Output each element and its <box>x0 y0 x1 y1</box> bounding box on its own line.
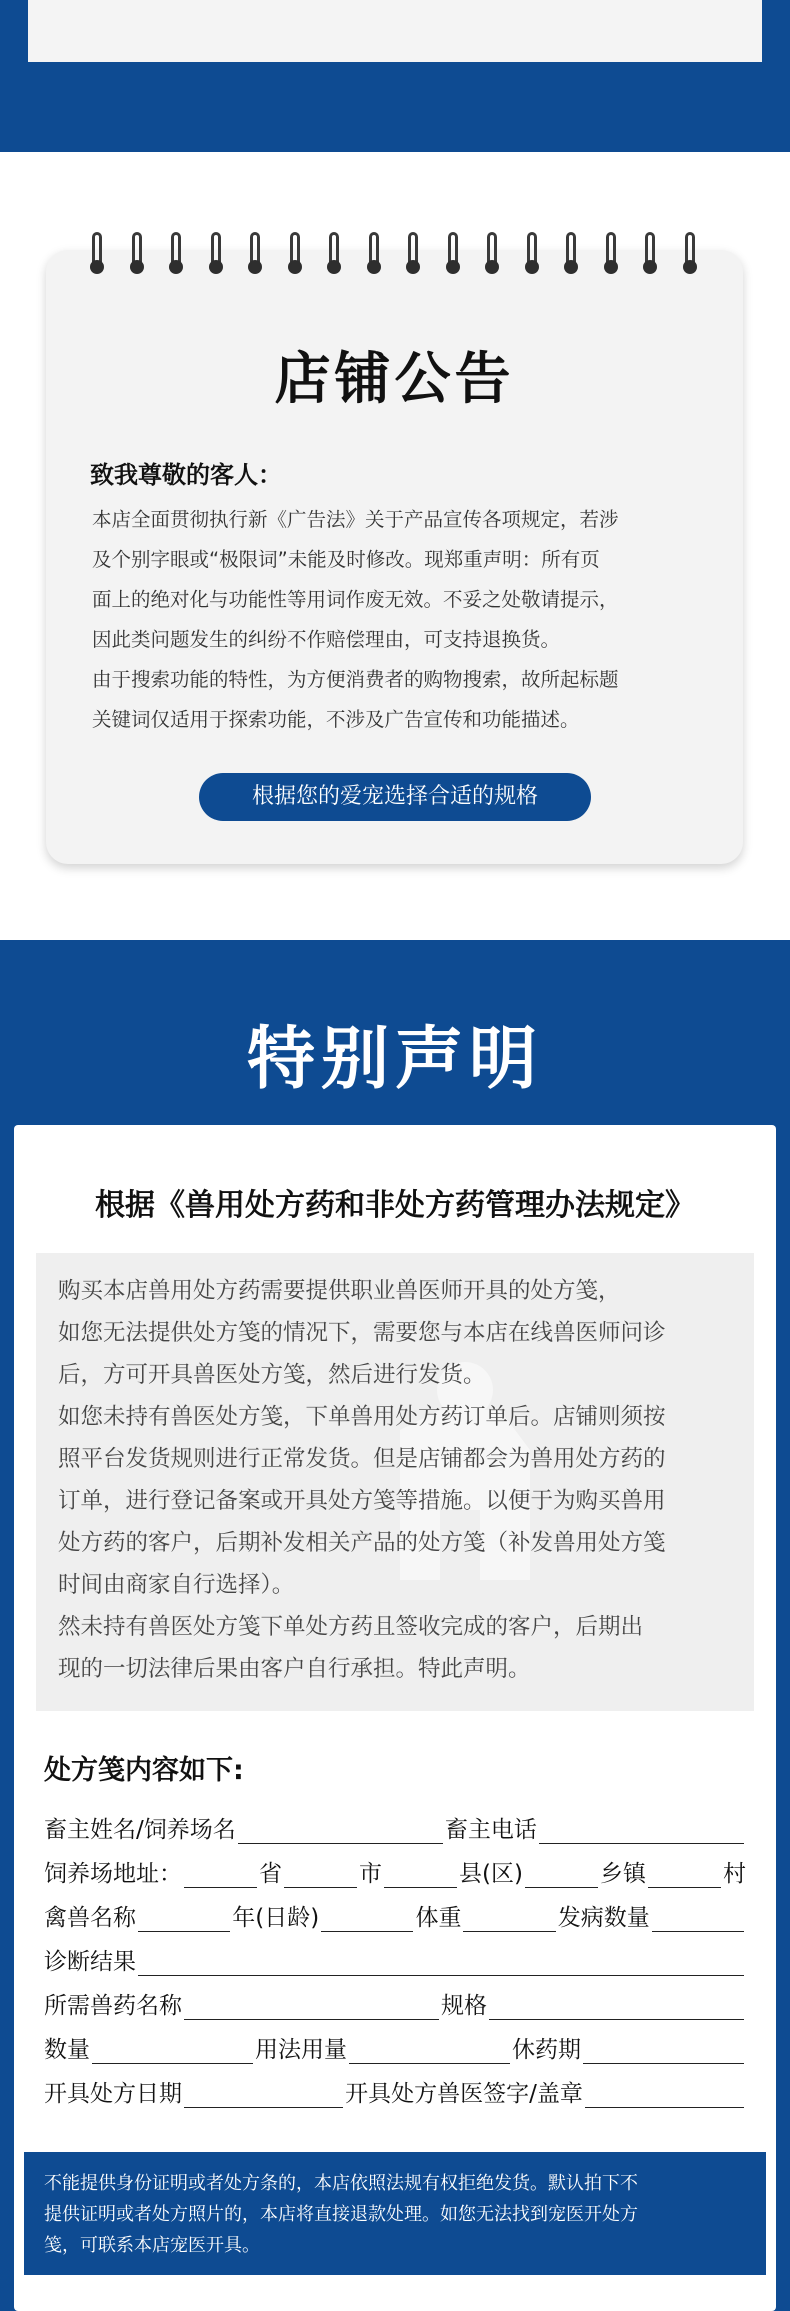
binding-ring-icon <box>90 232 104 282</box>
county-field[interactable] <box>384 1861 457 1888</box>
owner-phone-label: 畜主电话 <box>444 1817 537 1843</box>
diagnosis-field[interactable] <box>138 1949 744 1976</box>
binding-ring-icon <box>130 232 144 282</box>
province-field[interactable] <box>184 1861 257 1888</box>
weight-field[interactable] <box>463 1905 555 1932</box>
notice-line: 面上的绝对化与功能性等用词作废无效。不妥之处敬请提示， <box>92 588 619 611</box>
notice-line: 关键词仅适用于探索功能，不涉及广告宣传和功能描述。 <box>92 708 580 731</box>
diagnosis-label: 诊断结果 <box>44 1949 136 1975</box>
statement-line: 然未持有兽医处方笺下单处方药且签收完成的客户，后期出 <box>58 1614 644 1640</box>
binding-ring-icon <box>604 232 618 282</box>
date-field[interactable] <box>184 2081 343 2108</box>
date-label: 开具处方日期 <box>44 2081 182 2107</box>
statement-line: 处方药的客户，后期补发相关产品的处方笺（补发兽用处方笺 <box>58 1530 666 1556</box>
footer-line: 提供证明或者处方照片的，本店将直接退款处理。如您无法找到宠医开处方 <box>44 2204 638 2225</box>
binding-ring-icon <box>288 232 302 282</box>
form-row-animal <box>44 1896 746 1932</box>
form-row-dosage <box>44 2028 746 2064</box>
owner-name-label: 畜主姓名/饲养场名 <box>44 1817 236 1843</box>
signature-field[interactable] <box>585 2081 744 2108</box>
binding-ring-icon <box>248 232 262 282</box>
township-label: 乡镇 <box>600 1861 647 1887</box>
form-row-medicine <box>44 1984 746 2020</box>
top-card-remnant <box>28 0 762 62</box>
medicine-name-label: 所需兽药名称 <box>44 1993 182 2019</box>
binding-ring-icon <box>446 232 460 282</box>
binding-ring-icon <box>683 232 697 282</box>
city-field[interactable] <box>284 1861 357 1888</box>
form-heading: 处方笺内容如下: <box>44 1755 244 1786</box>
owner-name-field[interactable] <box>238 1817 443 1844</box>
notice-title: 店铺公告 <box>274 347 515 412</box>
notice-line: 因此类问题发生的纠纷不作赔偿理由，可支持退换货。 <box>92 628 561 651</box>
statement-body <box>58 1270 738 1690</box>
province-label: 省 <box>259 1861 283 1887</box>
choose-spec-button[interactable]: 根据您的爱宠选择合适的规格 <box>199 773 591 821</box>
footer-line: 笺，可联系本店宠医开具。 <box>44 2235 260 2256</box>
binding-ring-icon <box>643 232 657 282</box>
binding-ring-icon <box>485 232 499 282</box>
form-row-signature <box>44 2072 746 2108</box>
statement-line: 后，方可开具兽医处方笺，然后进行发货。 <box>58 1362 486 1388</box>
withdrawal-label: 休药期 <box>512 2037 581 2063</box>
age-label: 年(日龄) <box>232 1905 320 1931</box>
form-row-diagnosis <box>44 1940 746 1976</box>
footer-text <box>44 2168 750 2261</box>
age-field[interactable] <box>321 1905 413 1932</box>
spiral-binding <box>90 232 702 288</box>
weight-label: 体重 <box>415 1905 462 1931</box>
village-label: 村 <box>723 1861 747 1887</box>
statement-line: 照平台发货规则进行正常发货。但是店铺都会为兽用处方药的 <box>58 1446 666 1472</box>
statement-line: 如您无法提供处方笺的情况下，需要您与本店在线兽医师问诊 <box>58 1320 666 1346</box>
statement-line: 如您未持有兽医处方笺，下单兽用处方药订单后。店铺则须按 <box>58 1404 666 1430</box>
notice-body <box>92 500 702 740</box>
notice-line: 及个别字眼或“极限词”未能及时修改。现郑重声明：所有页 <box>92 548 600 571</box>
city-label: 市 <box>359 1861 383 1887</box>
sick-count-label: 发病数量 <box>557 1905 650 1931</box>
spec-field[interactable] <box>489 1993 744 2020</box>
form-row-owner <box>44 1808 746 1844</box>
statement-line: 时间由商家自行选择）。 <box>58 1572 295 1598</box>
statement-line: 现的一切法律后果由客户自行承担。特此声明。 <box>58 1656 531 1682</box>
animal-name-field[interactable] <box>138 1905 230 1932</box>
county-label: 县(区) <box>459 1861 523 1887</box>
law-heading: 根据《兽用处方药和非处方药管理办法规定》 <box>95 1188 695 1223</box>
binding-ring-icon <box>327 232 341 282</box>
binding-ring-icon <box>169 232 183 282</box>
sick-count-field[interactable] <box>652 1905 744 1932</box>
statement-line: 购买本店兽用处方药需要提供职业兽医师开具的处方笺， <box>58 1278 621 1304</box>
footer-line: 不能提供身份证明或者处方条的，本店依照法规有权拒绝发货。默认拍下不 <box>44 2173 638 2194</box>
owner-phone-field[interactable] <box>539 1817 744 1844</box>
village-field[interactable] <box>648 1861 721 1888</box>
binding-ring-icon <box>209 232 223 282</box>
address-label: 饲养场地址： <box>44 1861 182 1887</box>
spec-label: 规格 <box>441 1993 487 2019</box>
notice-line: 由于搜索功能的特性，为方便消费者的购物搜索，故所起标题 <box>92 668 619 691</box>
special-title: 特别声明 <box>246 1020 543 1099</box>
binding-ring-icon <box>525 232 539 282</box>
binding-ring-icon <box>564 232 578 282</box>
binding-ring-icon <box>406 232 420 282</box>
withdrawal-field[interactable] <box>583 2037 744 2064</box>
binding-ring-icon <box>367 232 381 282</box>
animal-name-label: 禽兽名称 <box>44 1905 136 1931</box>
quantity-label: 数量 <box>44 2037 90 2063</box>
notice-line: 本店全面贯彻执行新《广告法》关于产品宣传各项规定，若涉 <box>92 508 619 531</box>
usage-field[interactable] <box>349 2037 510 2064</box>
form-row-address <box>44 1852 746 1888</box>
signature-label: 开具处方兽医签字/盖章 <box>345 2081 583 2107</box>
medicine-name-field[interactable] <box>184 1993 439 2020</box>
statement-line: 订单，进行登记备案或开具处方笺等措施。以便于为购买兽用 <box>58 1488 666 1514</box>
quantity-field[interactable] <box>92 2037 253 2064</box>
township-field[interactable] <box>525 1861 598 1888</box>
usage-label: 用法用量 <box>255 2037 347 2063</box>
notice-greeting: 致我尊敬的客人： <box>90 461 282 489</box>
